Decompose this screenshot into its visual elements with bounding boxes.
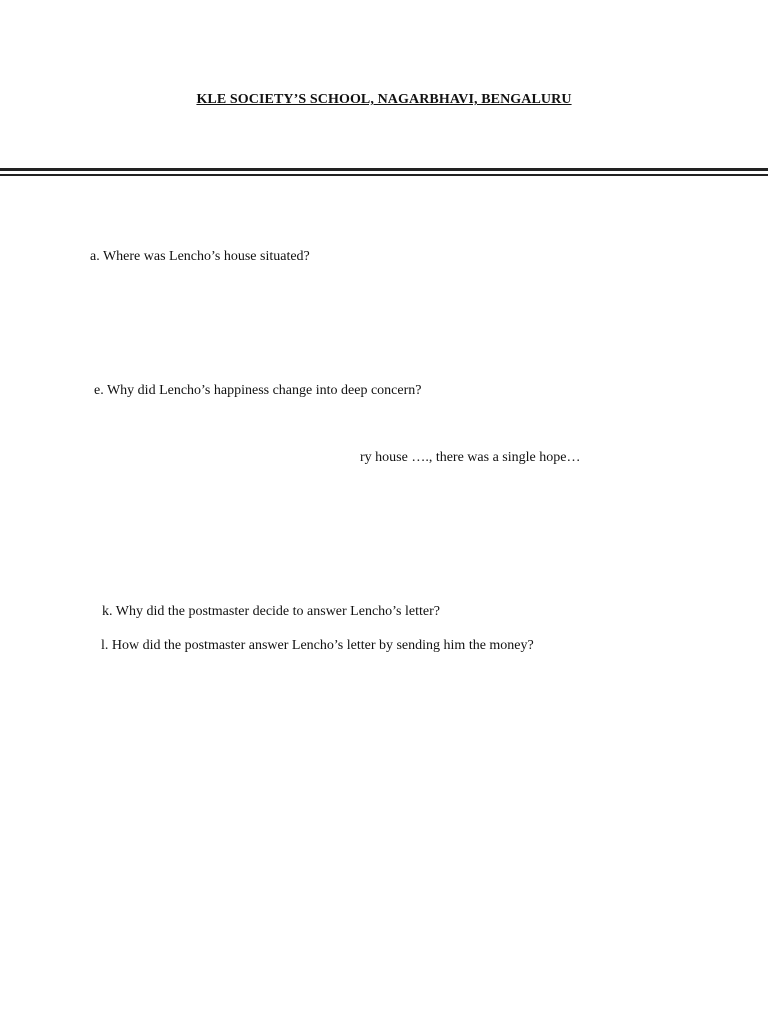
- header-rule-thin: [0, 174, 768, 176]
- school-title: KLE SOCIETY’S SCHOOL, NAGARBHAVI, BENGALURU: [196, 92, 572, 107]
- header-rule-thick: [0, 168, 768, 171]
- question-l: l. How did the postmaster answer Lencho’s letter by sending him the money?: [101, 638, 534, 653]
- question-k: k. Why did the postmaster decide to answer Lencho’s letter?: [102, 604, 440, 619]
- question-e: e. Why did Lencho’s happiness change into deep concern?: [94, 383, 422, 398]
- quote-fragment: ry house …., there was a single hope…: [360, 450, 581, 465]
- question-a: a. Where was Lencho’s house situated?: [90, 249, 310, 264]
